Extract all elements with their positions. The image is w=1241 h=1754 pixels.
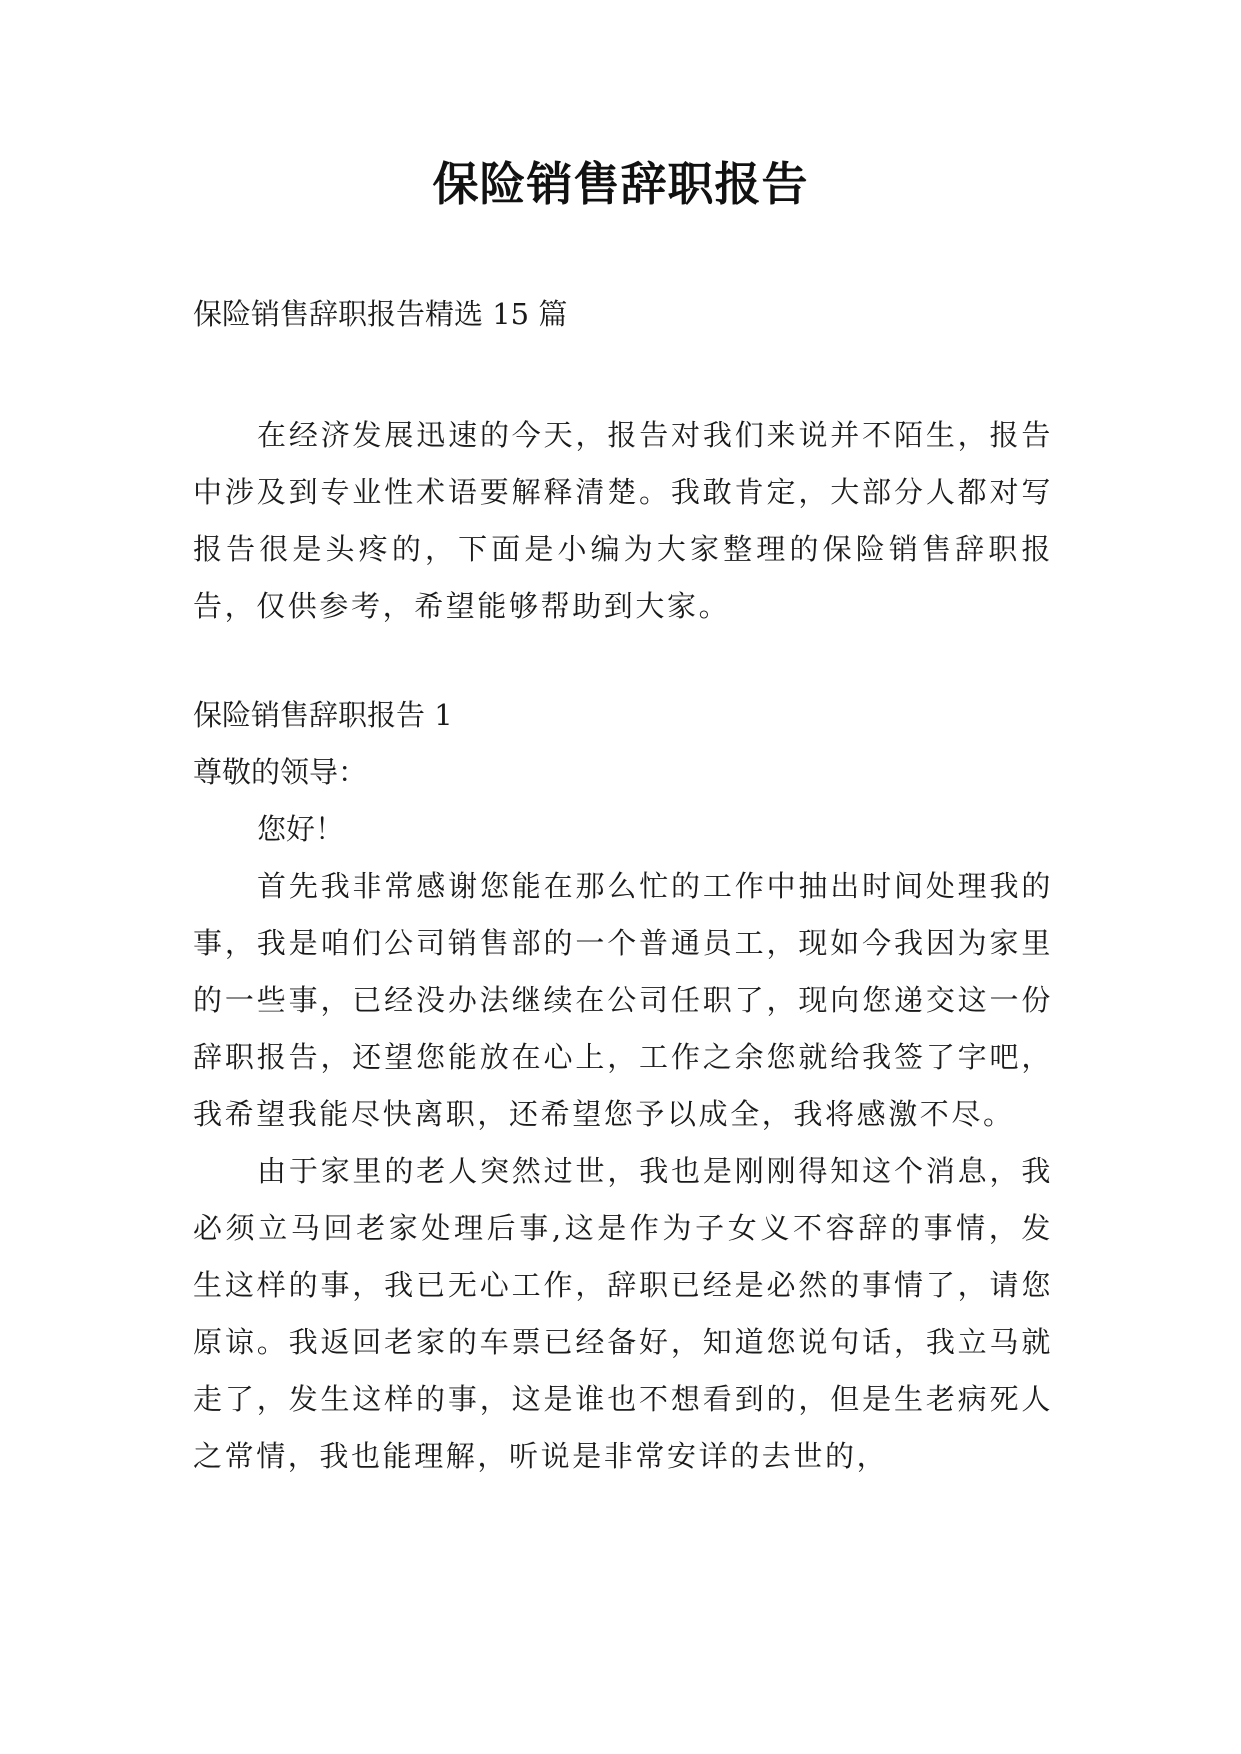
document-body	[193, 286, 1053, 1485]
intro-paragraph: 在经济发展迅速的今天，报告对我们来说并不陌生，报告中涉及到专业性术语要解释清楚。我敢肯定，大部分人都对写报告很是头疼的，下面是小编为大家整理的保险销售辞职报告，仅供参考，希望能够帮助到大家。	[193, 418, 1053, 623]
greeting: 您好！	[257, 812, 345, 846]
document-title: 保险销售辞职报告	[432, 157, 809, 211]
section-heading: 保险销售辞职报告 1	[193, 698, 453, 732]
document-subtitle: 保险销售辞职报告精选 15 篇	[193, 297, 568, 331]
body-paragraph-2: 由于家里的老人突然过世，我也是刚刚得知这个消息，我必须立马回老家处理后事,这是作为子女义不容辞的事情，发生这样的事，我已无心工作，辞职已经是必然的事情了，请您原谅。我返回老家的车票已经备好，知道您说句话，我立马就走了，发生这样的事，这是谁也不想看到的，但是生老病死人之常情，我也能理解，听说是非常安详的去世的，	[193, 1154, 1053, 1473]
body-paragraph-1: 首先我非常感谢您能在那么忙的工作中抽出时间处理我的事，我是咱们公司销售部的一个普通员工，现如今我因为家里的一些事，已经没办法继续在公司任职了，现向您递交这一份辞职报告，还望您能放在心上，工作之余您就给我签了字吧，我希望我能尽快离职，还希望您予以成全，我将感激不尽。	[193, 869, 1053, 1131]
salutation: 尊敬的领导：	[193, 755, 368, 789]
spacer	[193, 635, 1053, 687]
spacer	[193, 343, 1053, 407]
